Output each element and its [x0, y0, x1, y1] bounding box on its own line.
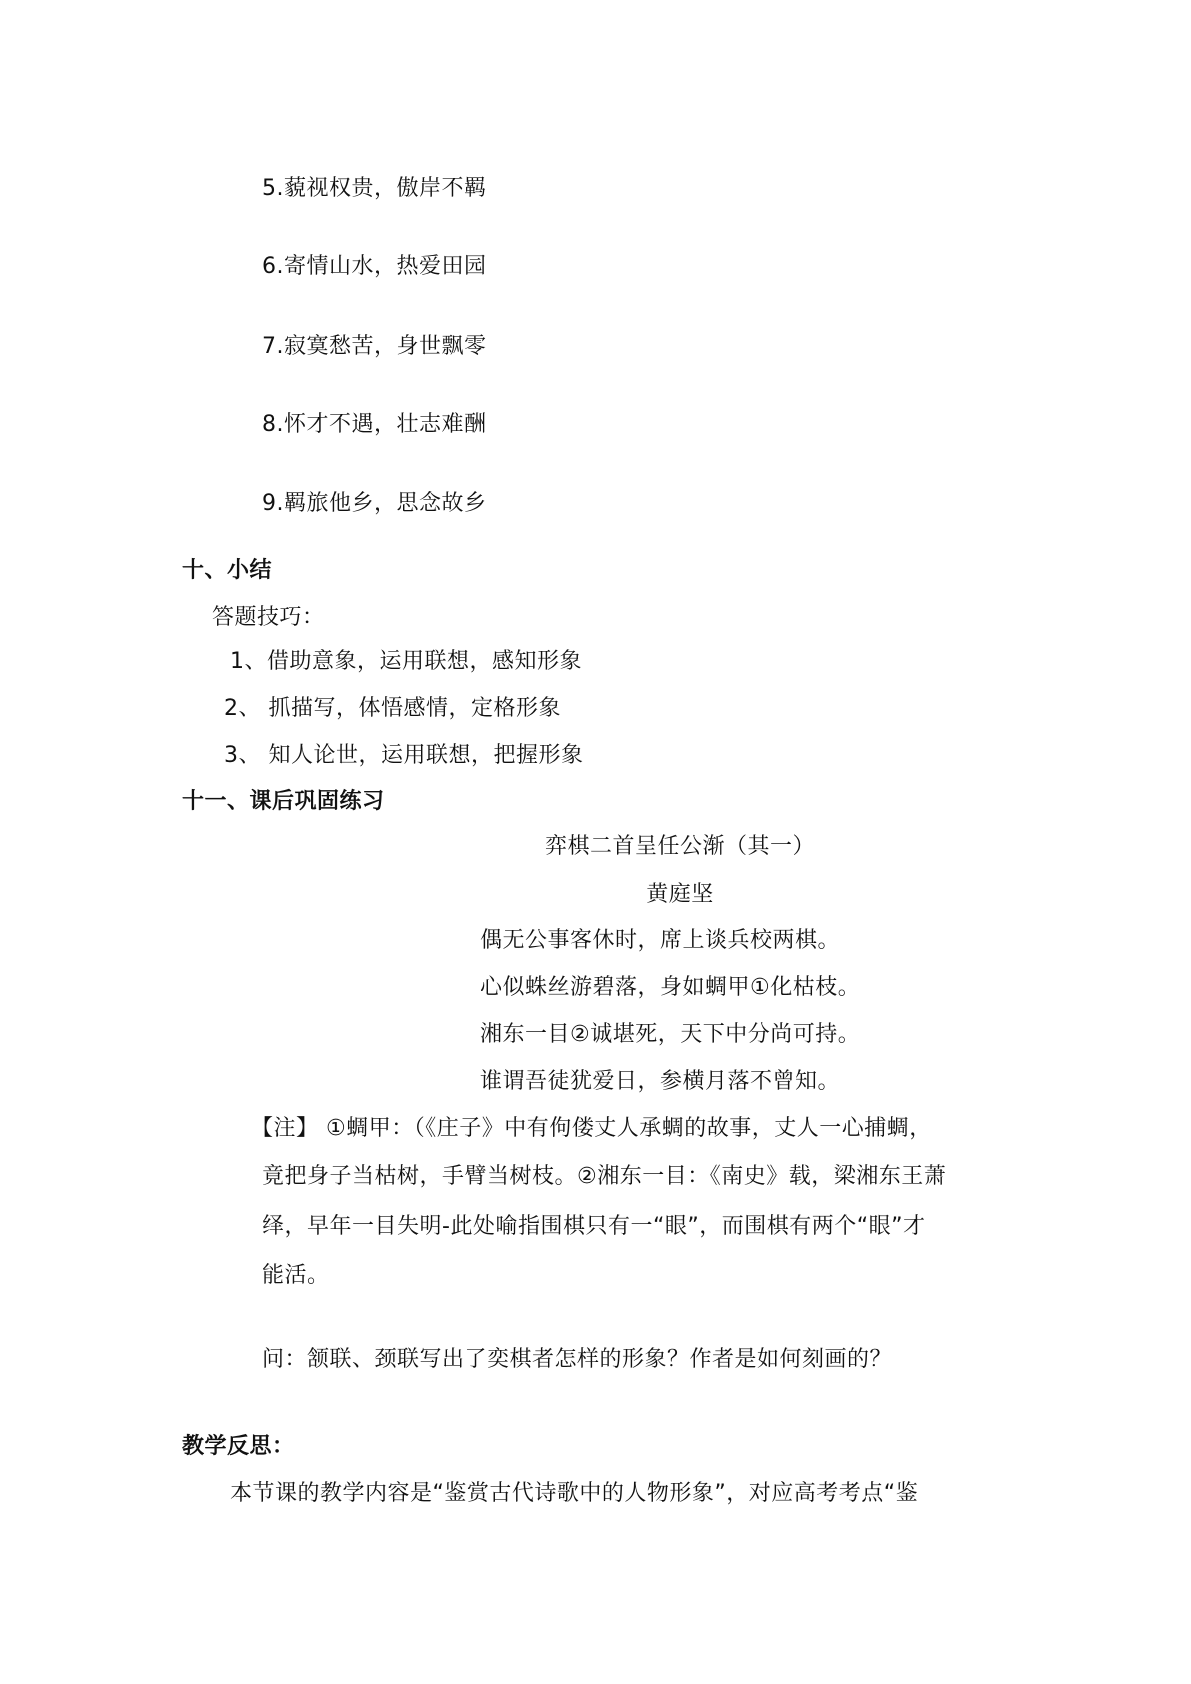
list-item: 6.寄情山水，热爱田园 [262, 254, 487, 279]
note-line: 绎，早年一目失明-此处喻指围棋只有一“眼”，而围棋有两个“眼”才 [262, 1214, 926, 1239]
section-heading-reflection: 教学反思： [182, 1434, 295, 1459]
poem-line: 偶无公事客休时，席上谈兵校两棋。 [480, 928, 841, 953]
poem-line: 心似蛛丝游碧落，身如蜩甲①化枯枝。 [480, 975, 861, 1000]
list-item: 7.寂寞愁苦，身世飘零 [262, 334, 487, 359]
list-item: 8.怀才不遇，壮志难酬 [262, 412, 487, 437]
note-line: 【注】 ①蜩甲：（《庄子》中有佝偻丈人承蜩的故事，丈人一心捕蜩， [251, 1116, 932, 1141]
skill-item: 1、借助意象，运用联想，感知形象 [230, 649, 582, 674]
list-item: 5.藐视权贵，傲岸不羁 [262, 176, 487, 201]
poem-line: 湘东一目②诚堪死，天下中分尚可持。 [480, 1022, 861, 1047]
skill-item: 2、 抓描写，体悟感情，定格形象 [224, 696, 561, 721]
note-line: 竟把身子当枯树，手臂当树枝。②湘东一目：《南史》载，梁湘东王萧 [262, 1164, 947, 1189]
note-line: 能活。 [262, 1263, 330, 1288]
skills-label: 答题技巧： [212, 605, 325, 630]
section-heading-summary: 十、小结 [182, 558, 273, 583]
reflection-text: 本节课的教学内容是“鉴赏古代诗歌中的人物形象”，对应高考考点“鉴 [230, 1481, 919, 1506]
section-heading-exercise: 十一、课后巩固练习 [182, 789, 385, 814]
list-item: 9.羁旅他乡，思念故乡 [262, 491, 487, 516]
poem-line: 谁谓吾徒犹爱日，参横月落不曾知。 [480, 1069, 841, 1094]
poem-title: 弈棋二首呈任公渐（其一） [544, 834, 815, 859]
exercise-question: 问：颔联、颈联写出了奕棋者怎样的形象？作者是如何刻画的？ [262, 1347, 893, 1372]
poem-author: 黄庭坚 [646, 882, 714, 907]
skill-item: 3、 知人论世，运用联想，把握形象 [224, 743, 584, 768]
